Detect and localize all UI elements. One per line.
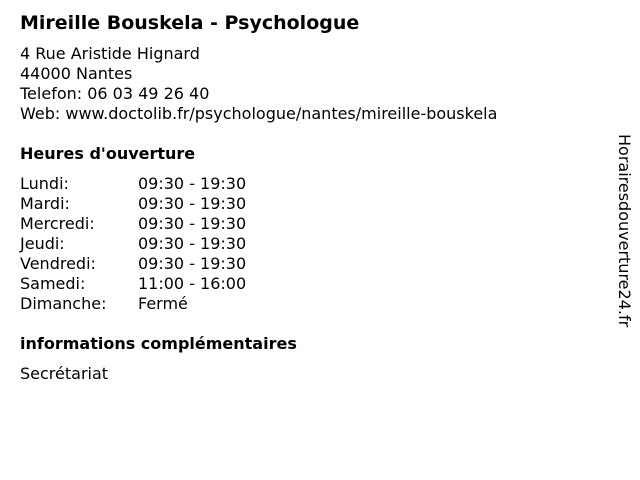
hours-row-monday <box>20 174 610 194</box>
additional-info-text: Secrétariat <box>20 364 109 383</box>
time-range: 09:30 - 19:30 <box>138 174 247 193</box>
phone-number: Telefon: 06 03 49 26 40 <box>20 84 210 103</box>
opening-hours-table <box>20 174 610 314</box>
website-link[interactable]: Web: www.doctolib.fr/psychologue/nantes/mireille-bouskela <box>20 104 498 123</box>
business-card <box>20 10 610 384</box>
time-range: Fermé <box>138 294 188 313</box>
time-range: 11:00 - 16:00 <box>138 274 247 293</box>
hours-row-sunday <box>20 294 610 314</box>
opening-hours-heading: Heures d'ouverture <box>20 144 196 163</box>
time-range: 09:30 - 19:30 <box>138 234 247 253</box>
hours-row-thursday <box>20 234 610 254</box>
address-block <box>20 44 610 124</box>
day-label: Dimanche: <box>20 294 107 313</box>
street-address: 4 Rue Aristide Hignard <box>20 44 200 63</box>
day-label: Samedi: <box>20 274 86 293</box>
day-label: Vendredi: <box>20 254 96 273</box>
hours-row-tuesday <box>20 194 610 214</box>
site-watermark: Horairesdouverture24.fr <box>615 134 634 328</box>
day-label: Jeudi: <box>20 234 65 253</box>
time-range: 09:30 - 19:30 <box>138 254 247 273</box>
page-title: Mireille Bouskela - Psychologue <box>20 12 360 34</box>
time-range: 09:30 - 19:30 <box>138 194 247 213</box>
city-postcode: 44000 Nantes <box>20 64 133 83</box>
time-range: 09:30 - 19:30 <box>138 214 247 233</box>
day-label: Mardi: <box>20 194 70 213</box>
hours-row-wednesday <box>20 214 610 234</box>
day-label: Mercredi: <box>20 214 95 233</box>
additional-info-heading: informations complémentaires <box>20 334 297 353</box>
hours-row-friday <box>20 254 610 274</box>
hours-row-saturday <box>20 274 610 294</box>
day-label: Lundi: <box>20 174 69 193</box>
